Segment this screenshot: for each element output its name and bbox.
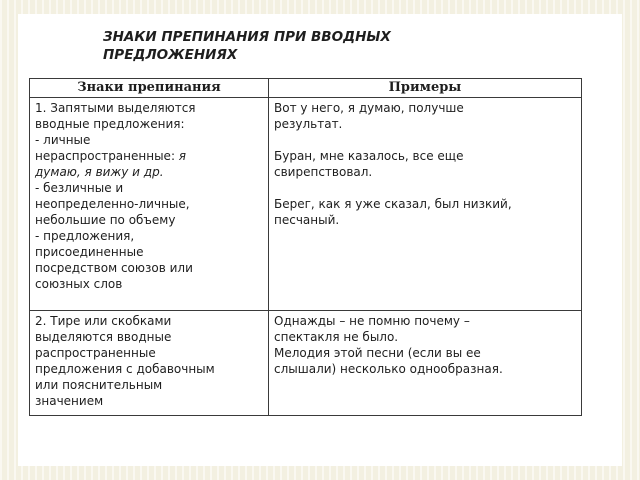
rule-text: - безличные и xyxy=(35,181,124,195)
example-text: результат. xyxy=(274,117,343,131)
example-text: песчаный. xyxy=(274,213,340,227)
example-text: Берег, как я уже сказал, был низкий, xyxy=(274,197,512,211)
rule-example-italic: я xyxy=(178,149,187,163)
rule-example-italic: думаю, я вижу и др. xyxy=(35,165,164,179)
rule-cell-commas xyxy=(30,98,269,311)
table-header-row xyxy=(30,79,582,98)
rule-text: - предложения, xyxy=(35,229,135,243)
example-text: Мелодия этой песни (если вы ее xyxy=(274,346,481,360)
rule-text: вводные предложения: xyxy=(35,117,185,131)
rule-text: союзных слов xyxy=(35,277,123,291)
example-text: Вот у него, я думаю, получше xyxy=(274,101,464,115)
example-text: Однажды – не помню почему – xyxy=(274,314,470,328)
rule-text: выделяются вводные xyxy=(35,330,172,344)
example-text: Буран, мне казалось, все еще xyxy=(274,149,464,163)
rule-text: 1. Запятыми выделяются xyxy=(35,101,196,115)
header-punctuation-marks: Знаки препинания xyxy=(30,79,269,98)
page-title xyxy=(103,28,523,64)
rule-text: посредством союзов или xyxy=(35,261,193,275)
page-title-line-2: ПРЕДЛОЖЕНИЯХ xyxy=(103,47,238,63)
rule-text: присоединенные xyxy=(35,245,144,259)
table-row xyxy=(30,311,582,416)
rule-text: значением xyxy=(35,394,104,408)
example-text: спектакля не было. xyxy=(274,330,399,344)
header-examples: Примеры xyxy=(269,79,582,98)
punctuation-table xyxy=(29,78,582,416)
rule-cell-dashes xyxy=(30,311,269,416)
example-text: свирепствовал. xyxy=(274,165,373,179)
rule-text-part: нераспространенные: xyxy=(35,149,179,163)
page-title-line-1: ЗНАКИ ПРЕПИНАНИЯ ПРИ ВВОДНЫХ xyxy=(103,29,391,45)
spacer xyxy=(274,180,576,196)
examples-cell-commas xyxy=(269,98,582,311)
rule-text xyxy=(35,148,263,164)
examples-cell-dashes xyxy=(269,311,582,416)
spacer xyxy=(274,132,576,148)
rule-text: распространенные xyxy=(35,346,156,360)
rule-text: или пояснительным xyxy=(35,378,163,392)
table-row xyxy=(30,98,582,311)
rule-text: неопределенно-личные, xyxy=(35,197,190,211)
rule-text: предложения с добавочным xyxy=(35,362,215,376)
example-text: слышали) несколько однообразная. xyxy=(274,362,503,376)
rule-text: 2. Тире или скобками xyxy=(35,314,172,328)
rule-text: небольшие по объему xyxy=(35,213,176,227)
rule-text: - личные xyxy=(35,133,91,147)
